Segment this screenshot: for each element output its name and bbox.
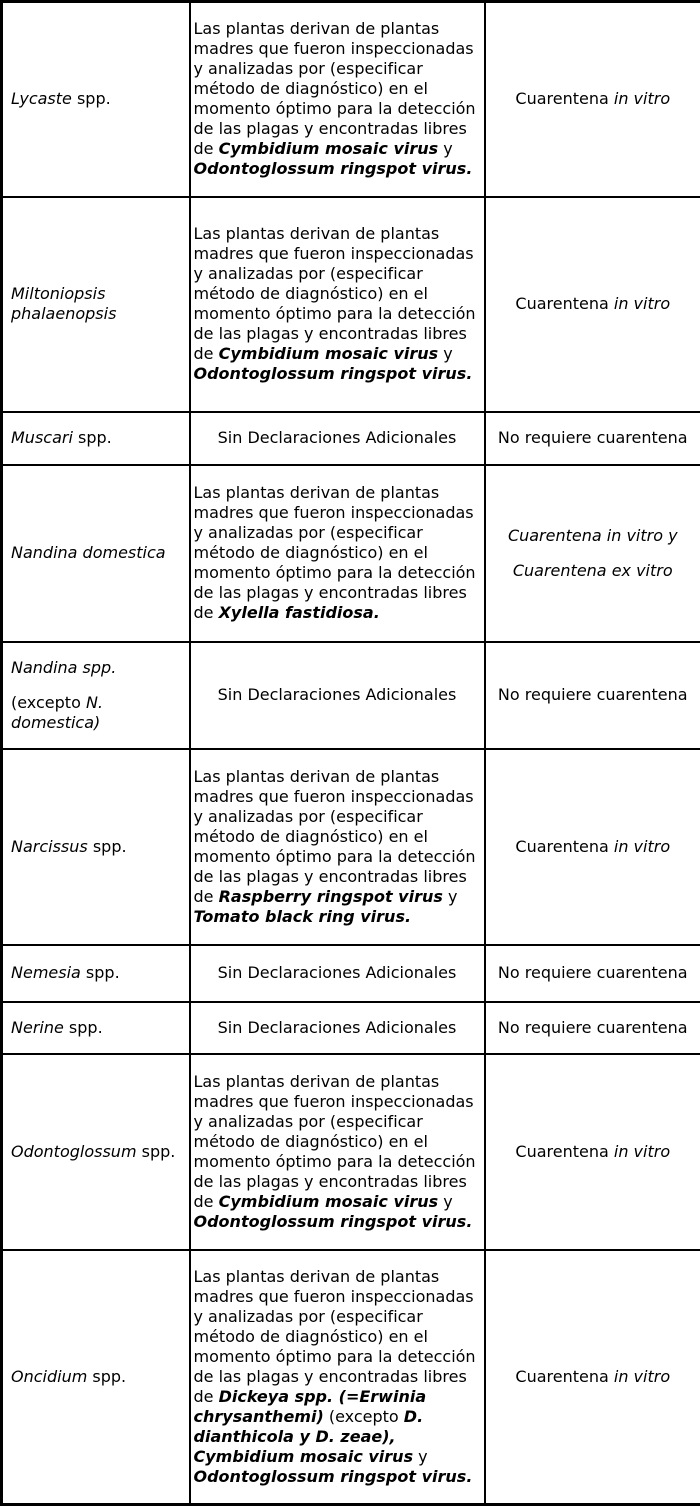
text-segment: y [438, 139, 453, 158]
text-segment: Las plantas derivan de plantas madres que fueron inspeccionadas y analizadas por (especificar método de diagnóstico) en el momento óptimo para la detección de las plagas y encontradas libres de [194, 1072, 476, 1211]
cell-paragraph [194, 767, 482, 927]
quarantine-cell [485, 642, 700, 749]
cell-paragraph [11, 658, 187, 678]
text-segment: Nandina spp. [11, 658, 116, 677]
text-segment: Cymbidium mosaic virus [219, 139, 439, 158]
text-segment: No requiere cuarentena [498, 963, 688, 982]
table-row [2, 465, 700, 642]
cell-paragraph [11, 837, 187, 857]
text-segment: y [443, 887, 458, 906]
declaration-cell [190, 412, 485, 465]
text-segment: Muscari [11, 428, 73, 447]
text-segment: Odontoglossum ringspot virus. [194, 1212, 473, 1231]
cell-paragraph [194, 1267, 482, 1487]
cell-paragraph [11, 89, 187, 109]
species-cell [2, 1054, 190, 1250]
text-segment: Cuarentena in vitro y [508, 526, 678, 545]
cell-paragraph [488, 963, 699, 983]
text-segment: in vitro [614, 294, 670, 313]
cell-paragraph [11, 428, 187, 448]
text-segment: Odontoglossum ringspot virus. [194, 364, 473, 383]
quarantine-cell [485, 749, 700, 945]
table-row [2, 1250, 700, 1505]
table-row [2, 642, 700, 749]
text-segment: Xylella fastidiosa. [219, 603, 380, 622]
text-segment: in vitro [614, 1367, 670, 1386]
text-segment: Narcissus [11, 837, 88, 856]
text-segment: in vitro [614, 1142, 670, 1161]
text-segment: Lycaste [11, 89, 72, 108]
cell-paragraph [194, 1072, 482, 1232]
species-cell [2, 412, 190, 465]
text-segment: D. dianthicola y D. zeae), Cymbidium mosaic virus [194, 1407, 424, 1466]
text-segment: Cymbidium mosaic virus [219, 344, 439, 363]
cell-paragraph [488, 294, 699, 314]
text-segment: N. domestica) [11, 693, 103, 732]
species-cell [2, 749, 190, 945]
cell-paragraph [11, 693, 187, 733]
quarantine-cell [485, 1250, 700, 1505]
text-segment: Odontoglossum [11, 1142, 137, 1161]
text-segment: Las plantas derivan de plantas madres que fueron inspeccionadas y analizadas por (especificar método de diagnóstico) en el momento óptimo para la detección de las plagas y encontradas libres de [194, 767, 476, 906]
declaration-cell [190, 642, 485, 749]
cell-paragraph [193, 1018, 482, 1038]
text-segment: Dickeya spp. (=Erwinia chrysanthemi) [194, 1387, 427, 1426]
text-segment: spp. [88, 837, 127, 856]
table-row [2, 749, 700, 945]
species-cell [2, 642, 190, 749]
cell-paragraph [193, 963, 482, 983]
species-cell [2, 197, 190, 412]
text-segment: Las plantas derivan de plantas madres que fueron inspeccionadas y analizadas por (especificar método de diagnóstico) en el momento óptimo para la detección de las plagas y encontradas libres de [194, 224, 476, 363]
text-segment: Las plantas derivan de plantas madres que fueron inspeccionadas y analizadas por (especificar método de diagnóstico) en el momento óptimo para la detección de las plagas y encontradas libres de [194, 1267, 476, 1406]
cell-paragraph [193, 428, 482, 448]
cell-paragraph [11, 963, 187, 983]
declaration-cell [190, 1002, 485, 1054]
text-segment: spp. [64, 1018, 103, 1037]
text-segment: Nandina domestica [11, 543, 166, 562]
text-segment: Cymbidium mosaic virus [219, 1192, 439, 1211]
text-segment: Raspberry ringspot virus [219, 887, 443, 906]
text-segment: Sin Declaraciones Adicionales [218, 428, 457, 447]
text-segment: Cuarentena [515, 294, 613, 313]
declaration-cell [190, 1054, 485, 1250]
quarantine-cell [485, 465, 700, 642]
text-segment: No requiere cuarentena [498, 685, 688, 704]
text-segment: Oncidium [11, 1367, 87, 1386]
text-segment: Cuarentena [515, 1367, 613, 1386]
quarantine-cell [485, 1054, 700, 1250]
declaration-cell [190, 945, 485, 1002]
text-segment: in vitro [614, 89, 670, 108]
text-segment: Miltoniopsis phalaenopsis [11, 284, 116, 323]
text-segment: Las plantas derivan de plantas madres que fueron inspeccionadas y analizadas por (especificar método de diagnóstico) en el momento óptimo para la detección de las plagas y encontradas libres de [194, 483, 476, 622]
cell-paragraph [488, 685, 699, 705]
text-segment: spp. [87, 1367, 126, 1386]
quarantine-cell [485, 2, 700, 197]
text-segment: Sin Declaraciones Adicionales [218, 963, 457, 982]
cell-paragraph [488, 428, 699, 448]
cell-paragraph [488, 89, 699, 109]
table-row [2, 2, 700, 197]
quarantine-cell [485, 1002, 700, 1054]
text-segment: (excepto [324, 1407, 404, 1426]
cell-paragraph [488, 1142, 699, 1162]
declaration-cell [190, 465, 485, 642]
table-row [2, 1054, 700, 1250]
species-cell [2, 945, 190, 1002]
declaration-cell [190, 1250, 485, 1505]
table-row [2, 1002, 700, 1054]
declaration-cell [190, 197, 485, 412]
cell-paragraph [11, 284, 187, 324]
cell-paragraph [193, 685, 482, 705]
declaration-cell [190, 749, 485, 945]
cell-paragraph [194, 19, 482, 179]
text-segment: spp. [137, 1142, 176, 1161]
text-segment: Sin Declaraciones Adicionales [218, 685, 457, 704]
text-segment: Cuarentena [515, 1142, 613, 1161]
text-segment: (excepto [11, 693, 86, 712]
text-segment: Tomato black ring virus. [194, 907, 412, 926]
species-cell [2, 465, 190, 642]
text-segment: Cuarentena ex vitro [513, 561, 673, 580]
cell-paragraph [11, 1142, 187, 1162]
text-segment: Odontoglossum ringspot virus. [194, 159, 473, 178]
table-row [2, 945, 700, 1002]
cell-paragraph [488, 1367, 699, 1387]
text-segment: Cuarentena [515, 89, 613, 108]
species-cell [2, 1002, 190, 1054]
text-segment: Las plantas derivan de plantas madres que fueron inspeccionadas y analizadas por (especificar método de diagnóstico) en el momento óptimo para la detección de las plagas y encontradas libres de [194, 19, 476, 158]
text-segment: Cuarentena [515, 837, 613, 856]
species-cell [2, 1250, 190, 1505]
cell-paragraph [488, 837, 699, 857]
text-segment: y [413, 1447, 428, 1466]
cell-paragraph [488, 561, 699, 581]
text-segment: Nemesia [11, 963, 81, 982]
quarantine-cell [485, 412, 700, 465]
cell-paragraph [194, 224, 482, 384]
text-segment: Odontoglossum ringspot virus. [194, 1467, 473, 1486]
text-segment: y [438, 1192, 453, 1211]
text-segment: spp. [72, 89, 111, 108]
table-body [2, 2, 700, 1505]
cell-paragraph [11, 543, 187, 563]
species-cell [2, 2, 190, 197]
cell-paragraph [11, 1018, 187, 1038]
text-segment: Nerine [11, 1018, 64, 1037]
cell-paragraph [488, 1018, 699, 1038]
declaration-cell [190, 2, 485, 197]
text-segment: No requiere cuarentena [498, 1018, 688, 1037]
text-segment: spp. [73, 428, 112, 447]
table-row [2, 197, 700, 412]
table-row [2, 412, 700, 465]
cell-paragraph [11, 1367, 187, 1387]
text-segment: Sin Declaraciones Adicionales [218, 1018, 457, 1037]
quarantine-cell [485, 197, 700, 412]
text-segment: No requiere cuarentena [498, 428, 688, 447]
text-segment: in vitro [614, 837, 670, 856]
text-segment: y [438, 344, 453, 363]
text-segment: spp. [81, 963, 120, 982]
cell-paragraph [194, 483, 482, 623]
cell-paragraph [488, 526, 699, 546]
quarantine-cell [485, 945, 700, 1002]
